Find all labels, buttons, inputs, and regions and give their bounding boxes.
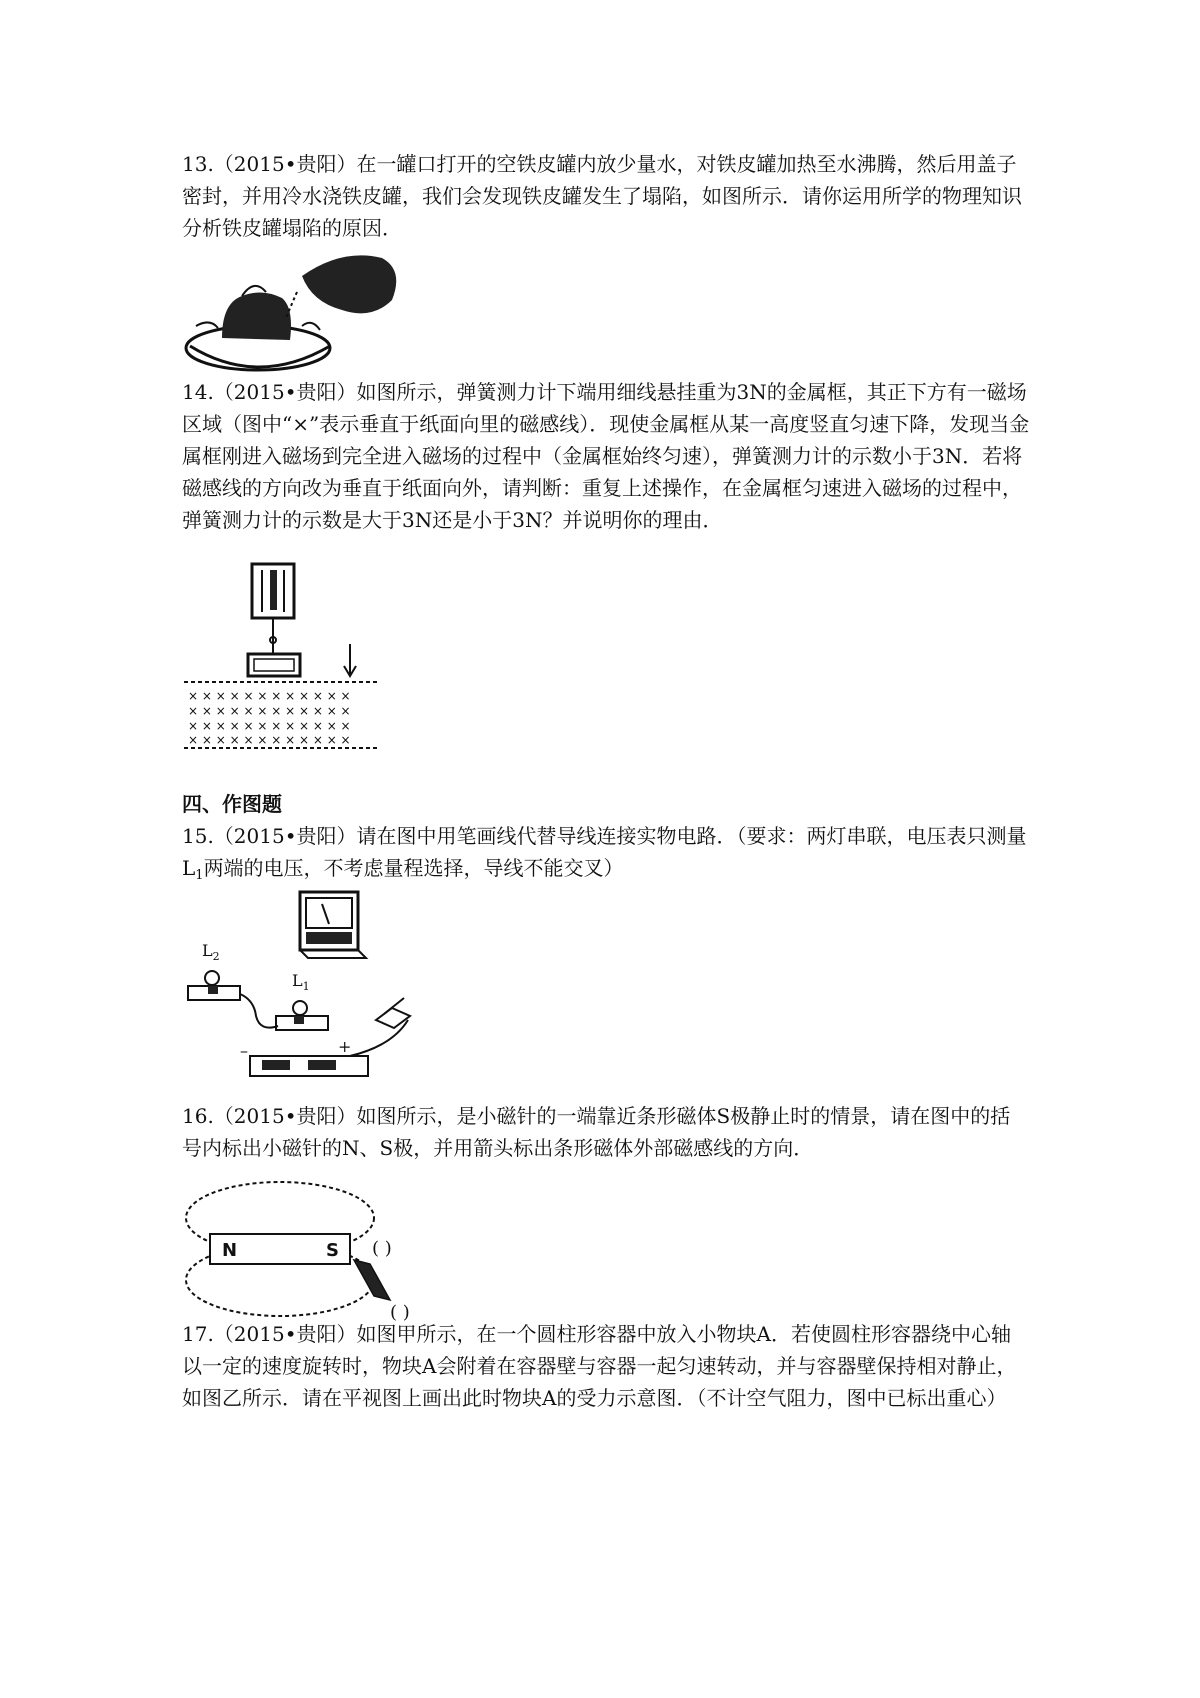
svg-text:× × × × × × × × × × × ×: × × × × × × × × × × × ×: [188, 704, 351, 718]
compass-bracket-bottom: ( ): [390, 1302, 410, 1323]
battery-plus-label: +: [338, 1037, 352, 1056]
figure-bar-magnet: [182, 1178, 432, 1324]
question-15-part2: 两端的电压，不考虑量程选择，导线不能交叉）: [203, 856, 624, 880]
question-15-subscript: 1: [195, 868, 204, 883]
figure-can-collapse: [182, 248, 412, 380]
question-15: [182, 820, 1030, 892]
question-13: 13.（2015•贵阳）在一罐口打开的空铁皮罐内放少量水，对铁皮罐加热至水沸腾，然后用盖子密封，并用冷水浇铁皮罐，我们会发现铁皮罐发生了塌陷，如图所示．请你运用所学的物理知识分析铁皮罐塌陷的原因．: [182, 152, 1022, 240]
magnet-north-label: N: [222, 1240, 238, 1261]
svg-text:× × × × × × × × × × × ×: × × × × × × × × × × × ×: [188, 689, 351, 703]
lamp-l1-label: $L_1$: [292, 971, 310, 993]
question-14: 14.（2015•贵阳）如图所示，弹簧测力计下端用细线悬挂重为3N的金属框，其正下方有一磁场区域（图中“×”表示垂直于纸面向里的磁感线）．现使金属框从某一高度竖直匀速下降，发现当金属框刚进入磁场到完全进入磁场的过程中（金属框始终匀速），弹簧测力计的示数小于3N．若将磁感线的方向改为垂直于纸面向外，请判断：重复上述操作，在金属框匀速进入磁场的过程中，弹簧测力计的示数是大于3N还是小于3N？并说明你的理由．: [182, 380, 1030, 532]
figure-circuit: [182, 890, 432, 1082]
section-title: 四、作图题: [182, 792, 282, 816]
question-15-part1: 15.（2015•贵阳）请在图中用笔画线代替导线连接实物电路．（要求：两灯串联，电压表只测量L: [182, 824, 1027, 880]
lamp-l2-label: $L_2$: [202, 941, 220, 963]
question-17: 17.（2015•贵阳）如图甲所示，在一个圆柱形容器中放入小物块A．若使圆柱形容器绕中心轴以一定的速度旋转时，物块A会附着在容器壁与容器一起匀速转动，并与容器壁保持相对静止，如图乙所示．请在平视图上画出此时物块A的受力示意图．（不计空气阻力，图中已标出重心）: [182, 1322, 1017, 1410]
figure-spring-scale-magnetic-field: [182, 562, 382, 752]
battery-minus-label: –: [240, 1041, 248, 1060]
svg-text:× × × × × × × × × × × ×: × × × × × × × × × × × ×: [188, 719, 351, 733]
question-16: 16.（2015•贵阳）如图所示，是小磁针的一端靠近条形磁体S极静止时的情景，请在图中的括号内标出小磁针的N、S极，并用箭头标出条形磁体外部磁感线的方向．: [182, 1104, 1011, 1160]
svg-text:× × × × × × × × × × × ×: × × × × × × × × × × × ×: [188, 733, 351, 747]
compass-bracket-top: ( ): [372, 1238, 392, 1259]
magnet-south-label: S: [326, 1240, 339, 1261]
